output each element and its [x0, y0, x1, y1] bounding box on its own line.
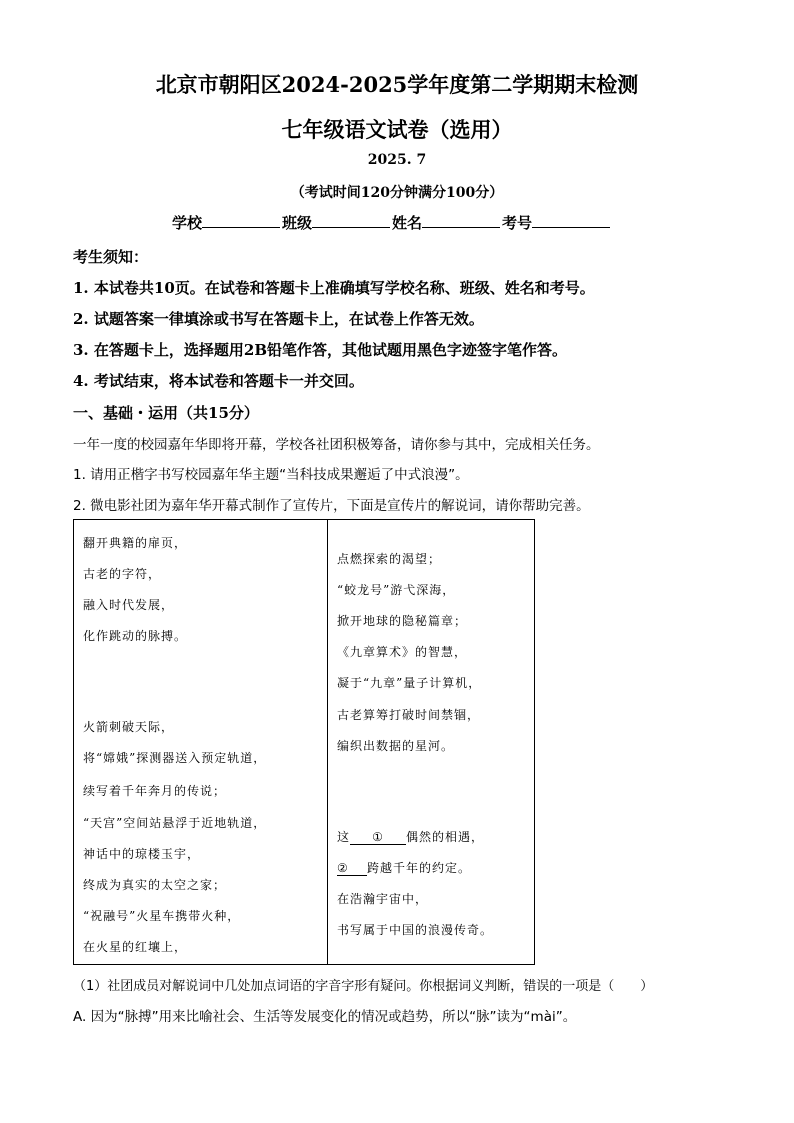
school-label: 学校: [172, 214, 203, 232]
exam-duration: （考试时间120分钟满分100分）: [290, 185, 504, 201]
poem-line: 《九章算术》的智慧，: [337, 645, 468, 659]
poem-line: 续写着千年奔月的传说；: [83, 784, 227, 798]
poem-line: 编织出数据的星河。: [337, 739, 455, 753]
poem-text: 跨越千年的约定。: [367, 861, 472, 875]
question-1: 1. 请用正楷字书写校园嘉年华主题“当科技成果邂逅了中式浪漫”。: [73, 467, 469, 483]
poem-line: “蛟龙号”游弋深海，: [337, 583, 456, 597]
poem-text: 这: [337, 830, 351, 844]
poem-line: 化作跳动的脉搏。: [83, 629, 188, 643]
student-info-fields: [172, 212, 612, 233]
poem-line: 神话中的琼楼玉宇，: [83, 847, 201, 861]
narration-right-column: [328, 520, 535, 965]
poem-text: 偶然的相遇，: [406, 830, 485, 844]
blank-1[interactable]: ①: [350, 830, 406, 845]
blank-2[interactable]: ②: [337, 861, 367, 876]
class-label: 班级: [282, 214, 313, 232]
section-heading: 一、基础・运用（共15分）: [73, 404, 259, 422]
question-2-sub1: （1）社团成员对解说词中几处加点词语的字音字形有疑问。你根据词义判断，错误的一项是（ ）: [73, 979, 654, 994]
class-blank[interactable]: [312, 213, 390, 228]
exam-subtitle: 七年级语文试卷（选用）: [281, 117, 513, 142]
notice-item: 2. 试题答案一律填涂或书写在答题卡上，在试卷上作答无效。: [73, 310, 484, 328]
poem-line: 书写属于中国的浪漫传奇。: [337, 923, 494, 937]
exam-date: 2025. 7: [367, 152, 427, 168]
poem-line: 将“嫦娥”探测器送入预定轨道，: [83, 751, 267, 765]
number-label: 考号: [502, 214, 533, 232]
notice-item: 3. 在答题卡上，选择题用2B铅笔作答，其他试题用黑色字迹签字笔作答。: [73, 341, 567, 359]
narration-table: [73, 519, 535, 965]
poem-line: 在火星的红壤上，: [83, 940, 188, 954]
poem-line: 古老算筹打破时间禁锢，: [337, 708, 481, 722]
poem-blank-line-1: [337, 828, 484, 845]
poem-line: 点燃探索的渴望；: [337, 552, 442, 566]
poem-line: “天宫”空间站悬浮于近地轨道，: [83, 816, 267, 830]
poem-line: 终成为真实的太空之家；: [83, 878, 227, 892]
exam-title: 北京市朝阳区2024-2025学年度第二学期期末检测: [155, 72, 639, 97]
school-blank[interactable]: [202, 213, 280, 228]
poem-line: 凝于“九章”量子计算机，: [337, 676, 482, 690]
poem-line: 掀开地球的隐秘篇章；: [337, 614, 468, 628]
section-intro: 一年一度的校园嘉年华即将开幕，学校各社团积极筹备，请你参与其中，完成相关任务。: [73, 437, 600, 453]
poem-line: 火箭刺破天际，: [83, 720, 175, 734]
notice-heading: 考生须知：: [73, 248, 149, 266]
question-2: 2. 微电影社团为嘉年华开幕式制作了宣传片，下面是宣传片的解说词，请你帮助完善。: [73, 498, 590, 514]
name-label: 姓名: [392, 214, 423, 232]
name-blank[interactable]: [422, 213, 500, 228]
poem-line: 在浩瀚宇宙中，: [337, 892, 429, 906]
poem-line: 翻开典籍的扉页，: [83, 536, 188, 550]
narration-left-column: [74, 520, 328, 965]
poem-line: “祝融号”火星车携带火种，: [83, 909, 241, 923]
poem-blank-line-2: [337, 859, 471, 876]
number-blank[interactable]: [532, 213, 610, 228]
notice-item: 4. 考试结束，将本试卷和答题卡一并交回。: [73, 372, 364, 390]
option-a[interactable]: A. 因为“脉搏”用来比喻社会、生活等发展变化的情况或趋势，所以“脉”读为“mài”。: [73, 1009, 577, 1025]
poem-line: 古老的字符，: [83, 567, 162, 581]
notice-item: 1. 本试卷共10页。在试卷和答题卡上准确填写学校名称、班级、姓名和考号。: [73, 279, 595, 297]
poem-line: 融入时代发展，: [83, 598, 175, 612]
